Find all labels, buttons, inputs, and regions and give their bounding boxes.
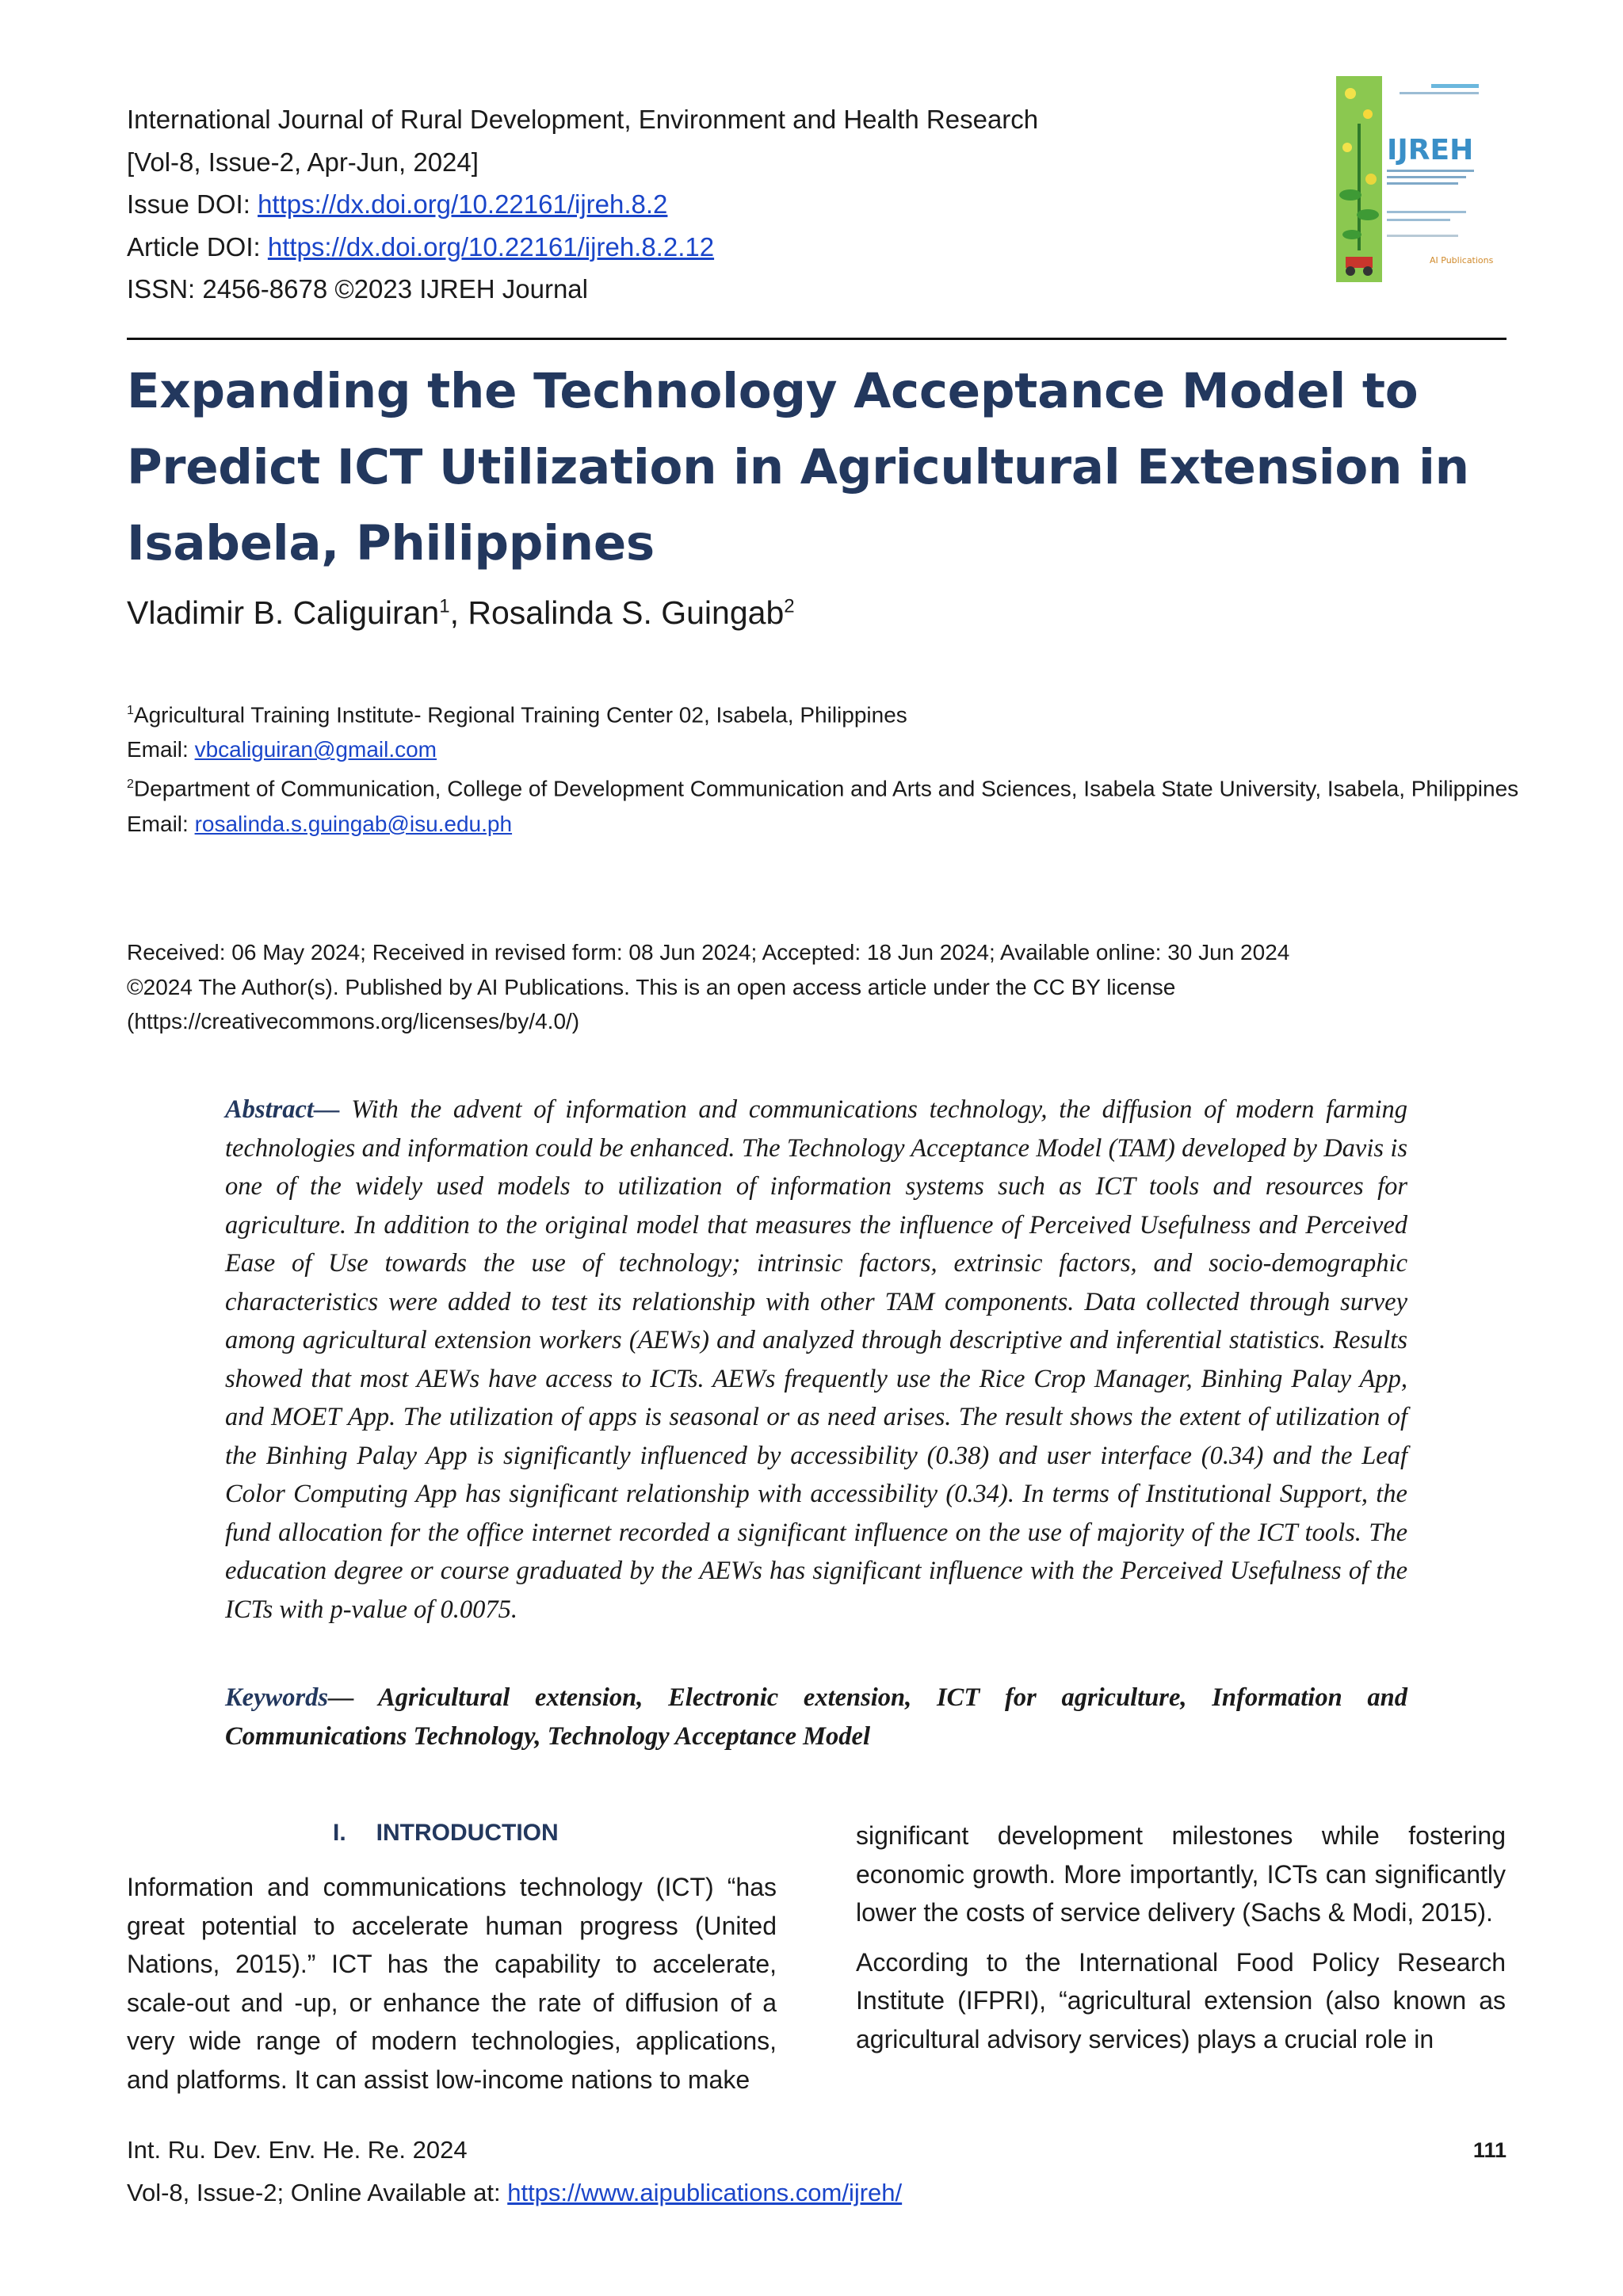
- email-1-line: [127, 732, 1522, 767]
- affiliation-1: [127, 693, 1522, 732]
- journal-cover-image: [1336, 76, 1494, 282]
- keywords-dash: —: [328, 1683, 379, 1712]
- author-2: Rosalinda S. Guingab: [468, 594, 785, 631]
- footer-journal: Int. Ru. Dev. Env. He. Re. 2024: [127, 2136, 468, 2164]
- email-2-line: [127, 807, 1522, 842]
- footer-online: [127, 2172, 1507, 2214]
- logo-publisher: AI Publications: [1430, 255, 1494, 266]
- journal-name: International Journal of Rural Development, Environment and Health Research: [127, 105, 1039, 134]
- section-number: I.: [333, 1820, 346, 1846]
- article-title: Expanding the Technology Acceptance Model to Predict ICT Utilization in Agricultural Extension in Isabela, Philippines: [127, 363, 1469, 571]
- keywords-text: Agricultural extension, Electronic extension, ICT for agriculture, Information and Communications Technology, Technology Acceptance Model: [225, 1683, 1407, 1751]
- affiliation-2-mark: 2: [127, 777, 134, 792]
- keywords-label: Keywords: [225, 1683, 328, 1712]
- section-heading: [333, 1820, 559, 1847]
- journal-volume: [Vol-8, Issue-2, Apr-Jun, 2024]: [127, 147, 479, 177]
- abstract-dash: —: [313, 1095, 352, 1124]
- paragraph: Information and communications technology (ICT) “has great potential to accelerate human progress (United Nations, 2015).” ICT has the capability to accelerate, scale-out and -up, or enhance the rate of diffusion of a very wide range of modern technologies, applications, and platforms. It can assist low-income nations to make: [127, 1873, 777, 2094]
- email-2-link[interactable]: rosalinda.s.guingab@isu.edu.ph: [194, 811, 513, 836]
- section-title: INTRODUCTION: [376, 1820, 559, 1846]
- page-footer: [127, 2129, 1507, 2214]
- publication-history: [127, 935, 1522, 1039]
- issn-line: ISSN: 2456-8678 ©2023 IJREH Journal: [127, 274, 588, 304]
- paragraph: significant development milestones while fostering economic growth. More importantly, ICTs can significantly lower the costs of service delivery (Sachs & Modi, 2015).: [856, 1821, 1506, 1927]
- issue-doi-link[interactable]: https://dx.doi.org/10.22161/ijreh.8.2: [258, 189, 668, 219]
- body-column-right: [856, 1817, 1506, 2069]
- body-column-left: [127, 1868, 777, 2110]
- paragraph: According to the International Food Policy Research Institute (IFPRI), “agricultural extension (also known as agricultural advisory services) plays a crucial role in: [856, 1947, 1506, 2053]
- affiliation-1-mark: 1: [127, 704, 134, 717]
- author-1-affil-mark: 1: [439, 595, 450, 617]
- author-2-affil-mark: 2: [784, 595, 795, 617]
- footer-online-link[interactable]: https://www.aipublications.com/ijreh/: [507, 2179, 903, 2206]
- affiliation-1-text: Agricultural Training Institute- Regional Training Center 02, Isabela, Philippines: [133, 702, 907, 728]
- article-doi-link[interactable]: https://dx.doi.org/10.22161/ijreh.8.2.12: [267, 231, 715, 262]
- issue-doi-label: Issue DOI:: [127, 189, 258, 219]
- license-url: (https://creativecommons.org/licenses/by/4.0/): [127, 1009, 580, 1033]
- license-line: ©2024 The Author(s). Published by AI Publications. This is an open access article under the CC BY license: [127, 974, 1176, 999]
- author-separator: ,: [449, 594, 468, 631]
- article-doi-label: Article DOI:: [127, 231, 268, 262]
- keywords: [225, 1679, 1407, 1755]
- abstract: [225, 1091, 1407, 1629]
- affiliation-2-text: Department of Communication, College of Development Communication and Arts and Sciences, Isabela State University, Isabela, Philippines: [133, 776, 1519, 801]
- email-1-label: Email:: [127, 737, 195, 762]
- abstract-text: With the advent of information and communications technology, the diffusion of modern farming technologies and information could be enhanced. The Technology Acceptance Model (TAM) developed by Davis is one of the widely used models to utilization of information systems such as ICT tools and resources for agriculture. In addition to the original model that measures the influence of Perceived Usefulness and Perceived Ease of Use towards the use of technology; intrinsic factors, extrinsic factors, and socio-demographic characteristics were added to test its relationship with other TAM components. Data collected through survey among agricultural extension workers (AEWs) and analyzed through descriptive and inferential statistics. Results showed that most AEWs have access to ICTs. AEWs frequently use the Rice Crop Manager, Binhing Palay App, and MOET App. The utilization of apps is seasonal or as need arises. The result shows the extent of utilization of the Binhing Palay App is significantly influenced by accessibility (0.38) and user interface (0.34) and the Leaf Color Computing App has significant relationship with accessibility (0.34). In terms of Institutional Support, the fund allocation for the office internet recorded a significant influence on the use of majority of the ICT tools. The education degree or course graduated by the AEWs has significant influence with the Perceived Usefulness of the ICTs with p-value of 0.0075.: [225, 1095, 1408, 1624]
- issue-doi-line: [127, 183, 1157, 226]
- logo-text: IJREH: [1387, 134, 1474, 166]
- header-rule: [127, 338, 1507, 340]
- email-2-label: Email:: [127, 811, 195, 836]
- journal-header: [127, 98, 1157, 311]
- dates-line: Received: 06 May 2024; Received in revised form: 08 Jun 2024; Accepted: 18 Jun 2024; Available online: 30 Jun 2024: [127, 940, 1290, 965]
- author-list: [127, 594, 795, 632]
- author-1: Vladimir B. Caliguiran: [127, 594, 440, 631]
- email-1-link[interactable]: vbcaliguiran@gmail.com: [194, 737, 437, 762]
- journal-logo: [1336, 76, 1494, 282]
- page-number: 111: [1472, 2138, 1507, 2162]
- article-doi-line: [127, 226, 1157, 269]
- affiliation-2: [127, 767, 1522, 806]
- abstract-label: Abstract: [225, 1095, 314, 1124]
- affiliations: [127, 693, 1522, 842]
- footer-online-label: Vol-8, Issue-2; Online Available at:: [127, 2179, 508, 2206]
